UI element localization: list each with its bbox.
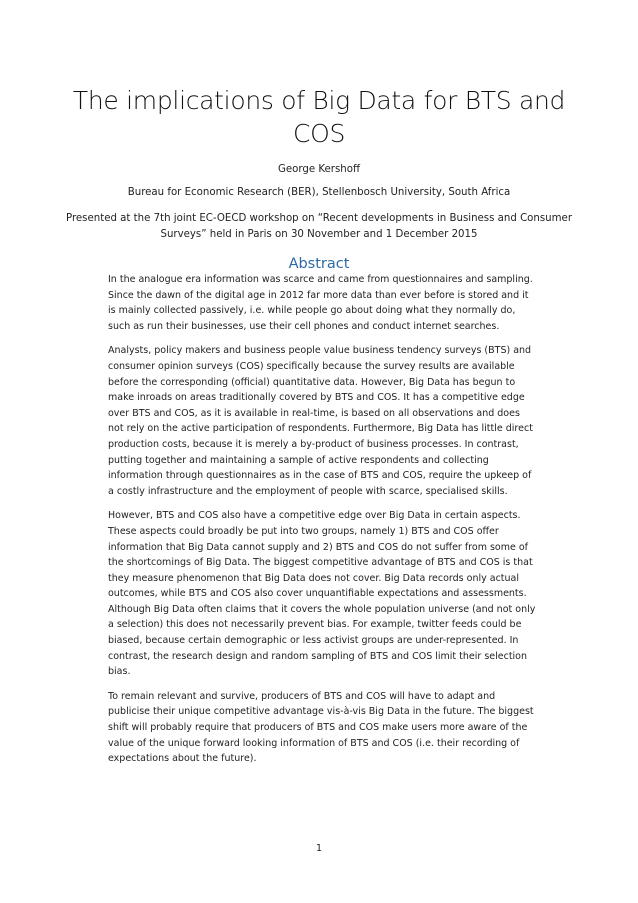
- presentation-note: Presented at the 7th joint EC-OECD workshop on “Recent developments in Business and Consumer Surveys” held in Paris on 30 November and 1 December 2015: [65, 213, 573, 240]
- author-affiliation: Bureau for Economic Research (BER), Stellenbosch University, South Africa: [127, 187, 511, 198]
- abstract-paragraph: To remain relevant and survive, producers of BTS and COS will have to adapt and publicise their unique competitive advantage vis-à-vis Big Data in the future. The biggest shift will probably require that producers of BTS and COS make users more aware of the value of the unique forward looking information of BTS and COS (i.e. their recording of expectations about the future).: [108, 690, 534, 765]
- abstract-paragraph: However, BTS and COS also have a competitive edge over Big Data in certain aspects. These aspects could broadly be put into two groups, namely 1) BTS and COS offer information that Big Data cannot supply and 2) BTS and COS do not suffer from some of the shortcomings of Big Data. The biggest competitive advantage of BTS and COS is that they measure phenomenon that Big Data does not cover. Big Data records only actual outcomes, while BTS and COS also cover unquantifiable expectations and assessments. Although Big Data often claims that it covers the whole population universe (and not only a selection) this does not necessarily prevent bias. For example, twitter feeds could be biased, because certain demographic or less activist groups are under-represented. In contrast, the research design and random sampling of BTS and COS limit their selection bias.: [108, 510, 536, 678]
- abstract-heading: Abstract: [288, 256, 350, 272]
- document-title: The implications of Big Data for BTS and COS: [72, 86, 566, 148]
- page-number: 1: [315, 843, 323, 854]
- abstract-paragraph: Analysts, policy makers and business people value business tendency surveys (BTS) and consumer opinion surveys (COS) specifically because the survey results are available before the corresponding (official) quantitative data. However, Big Data has begun to make inroads on areas traditionally covered by BTS and COS. It has a competitive edge over BTS and COS, as it is available in real-time, is based on all observations and does not rely on the active participation of respondents. Furthermore, Big Data has little direct production costs, because it is merely a by-product of business processes. In contrast, putting together and maintaining a sample of active respondents and collecting information through questionnaires as in the case of BTS and COS, require the upkeep of a costly infrastructure and the employment of people with scarce, specialised skills.: [108, 345, 533, 497]
- abstract-body: [108, 272, 538, 776]
- author-name: George Kershoff: [277, 164, 361, 175]
- abstract-paragraph: In the analogue era information was scarce and came from questionnaires and sampling. Since the dawn of the digital age in 2012 far more data than ever before is stored and it is mainly collected passively, i.e. while people go about doing what they normally do, such as run their businesses, use their cell phones and conduct internet searches.: [108, 274, 533, 332]
